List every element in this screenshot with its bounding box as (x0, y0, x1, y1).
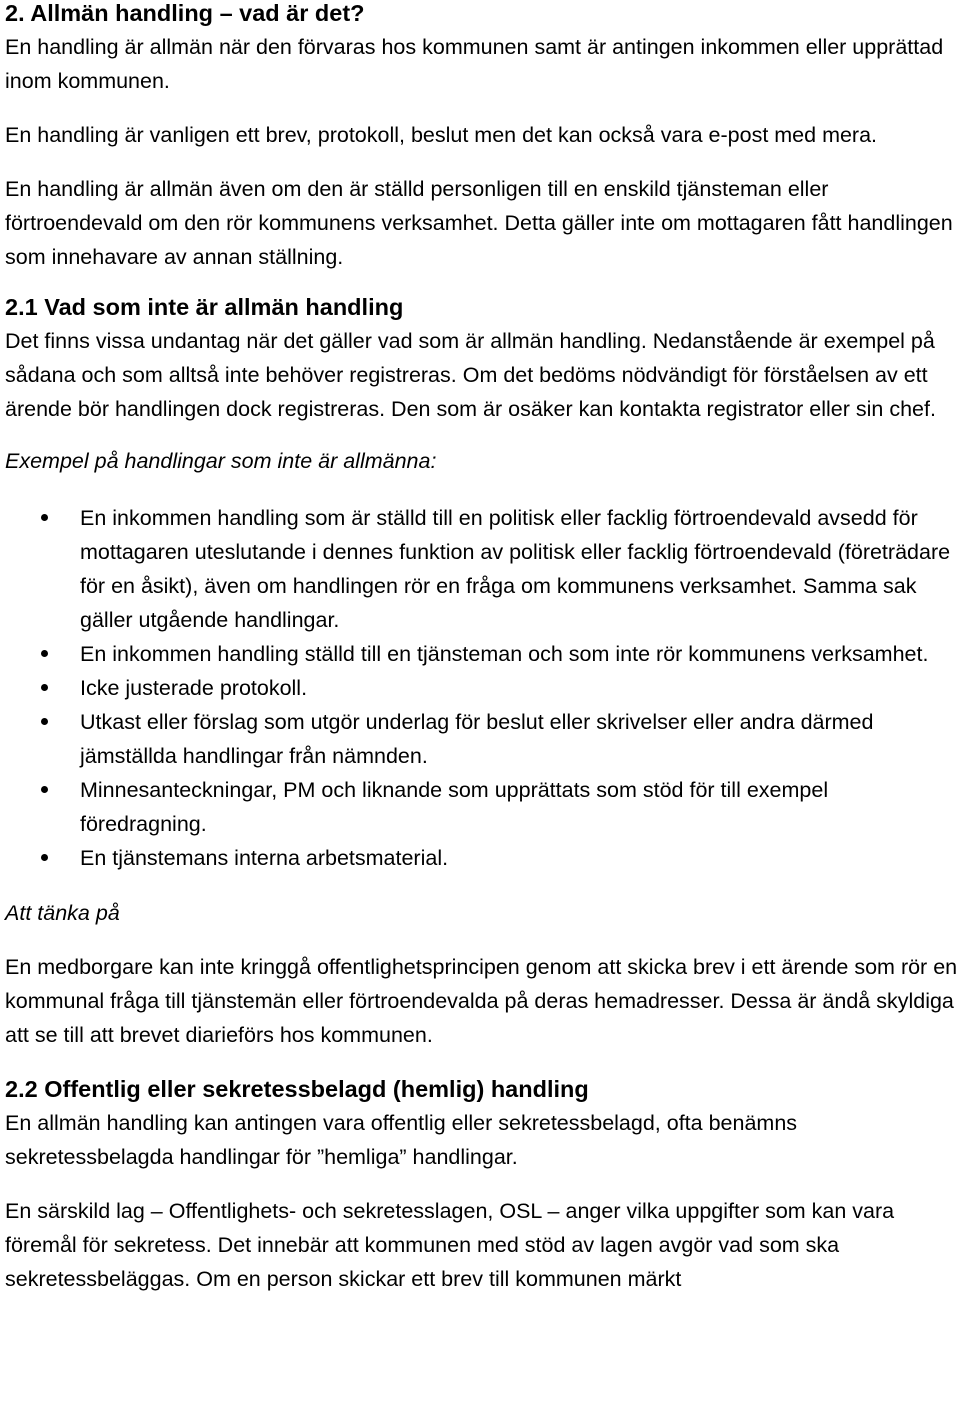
subsection-heading: 2.2 Offentlig eller sekretessbelagd (hemlig) handling (5, 1076, 589, 1102)
paragraph: En medborgare kan inte kringgå offentlighetsprincipen genom att skicka brev i ett ärende som rör en kommunal fråga till tjänstemän eller förtroendevalda på deras hemadresser. Dessa är ändå skyldiga att se till att brevet diarieförs hos kommunen. (5, 955, 958, 1047)
list-item (5, 773, 960, 841)
paragraph: En handling är vanligen ett brev, protokoll, beslut men det kan också vara e-post med mera. (5, 123, 878, 147)
bullet-icon (41, 650, 48, 657)
list-item-text: En inkommen handling ställd till en tjänsteman och som inte rör kommunens verksamhet. (80, 642, 929, 666)
list-item (5, 841, 960, 875)
bullet-icon (41, 718, 48, 725)
subsection-heading: 2.1 Vad som inte är allmän handling (5, 294, 404, 320)
paragraph: En handling är allmän när den förvaras hos kommunen samt är antingen inkommen eller upprättad inom kommunen. (5, 35, 944, 93)
list-item-text: En tjänstemans interna arbetsmaterial. (80, 846, 449, 870)
section-heading: 2. Allmän handling – vad är det? (5, 0, 365, 26)
bullet-icon (41, 854, 48, 861)
paragraph: En allmän handling kan antingen vara offentlig eller sekretessbelagd, ofta benämns sekretessbelagda handlingar för ”hemliga” handlingar. (5, 1111, 798, 1169)
bullet-icon (41, 514, 48, 521)
examples-list (5, 501, 960, 875)
list-item (5, 671, 960, 705)
bullet-icon (41, 786, 48, 793)
list-item-text: En inkommen handling som är ställd till en politisk eller facklig förtroendevald avsedd för mottagaren uteslutande i dennes funktion av politisk eller facklig förtroendevald (företrädare för en åsikt), även om handlingen rör en fråga om kommunens verksamhet. Samma sak gäller utgående handlingar. (80, 506, 951, 632)
list-item-text: Minnesanteckningar, PM och liknande som upprättats som stöd för till exempel föredragning. (80, 778, 829, 836)
examples-heading: Exempel på handlingar som inte är allmänna: (5, 449, 437, 473)
list-item (5, 501, 960, 637)
list-item (5, 705, 960, 773)
bullet-icon (41, 684, 48, 691)
paragraph: En handling är allmän även om den är ställd personligen till en enskild tjänsteman eller förtroendevald om den rör kommunens verksamhet. Detta gäller inte om mottagaren fått handlingen som innehavare av annan ställning. (5, 177, 953, 269)
list-item (5, 637, 960, 671)
note-heading: Att tänka på (5, 901, 120, 925)
list-item-text: Icke justerade protokoll. (80, 676, 308, 700)
list-item-text: Utkast eller förslag som utgör underlag för beslut eller skrivelser eller andra därmed jämställda handlingar från nämnden. (80, 710, 874, 768)
paragraph: En särskild lag – Offentlighets- och sekretesslagen, OSL – anger vilka uppgifter som kan vara föremål för sekretess. Det innebär att kommunen med stöd av lagen avgör vad som ska sekretessbeläggas. Om en person skickar ett brev till kommunen märkt (5, 1199, 895, 1291)
paragraph: Det finns vissa undantag när det gäller vad som är allmän handling. Nedanstående är exempel på sådana och som alltså inte behöver registreras. Om det bedöms nödvändigt för förståelsen av ett ärende bör handlingen dock registreras. Den som är osäker kan kontakta registrator eller sin chef. (5, 329, 936, 421)
